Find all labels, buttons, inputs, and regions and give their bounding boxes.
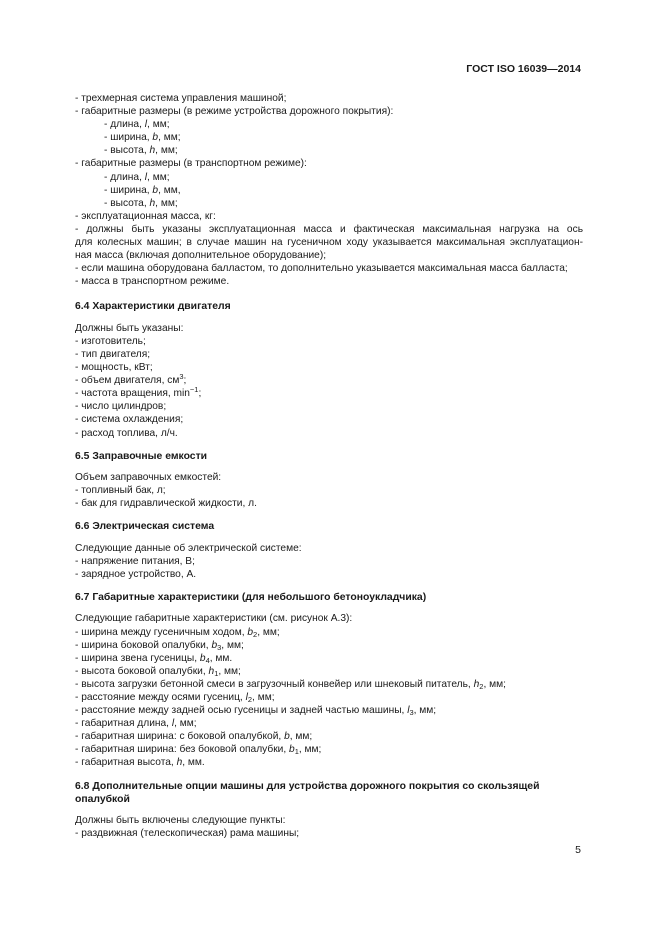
section-heading: 6.8 Дополнительные опции машины для устройства дорожного покрытия со скользящей опалубкой xyxy=(75,780,540,805)
section-heading: 6.7 Габаритные характеристики (для небольшого бетоноукладчика) xyxy=(75,592,427,604)
list-item: - габаритная высота, h, мм. xyxy=(75,757,205,769)
list-item: - ширина, b, мм, xyxy=(104,184,181,196)
list-item: - ширина между гусеничным ходом, $b_2$, мм; xyxy=(75,626,280,639)
list-item: - мощность, кВт; xyxy=(75,362,153,374)
list-item: - длина, l, мм; xyxy=(104,171,170,183)
document-code: ГОСТ ISO 16039—2014 xyxy=(466,63,581,75)
list-item: - расстояние между задней осью гусеницы и задней частью машины, $l_3$, мм; xyxy=(75,705,437,718)
list-item: - число цилиндров; xyxy=(75,401,167,413)
list-item: - высота, h, мм; xyxy=(104,145,178,157)
list-item: - трехмерная система управления машиной; xyxy=(75,93,287,104)
section-lead: Следующие данные об электрической системе: xyxy=(75,542,302,554)
list-item: - габаритная ширина: без боковой опалубки, $b_1$, мм; xyxy=(75,744,322,757)
paragraph-line: ная масса (включая дополнительное оборудование); xyxy=(75,250,327,262)
list-item: - объем двигателя, $см^3$; xyxy=(75,372,187,387)
list-item: - если машина оборудована балластом, то дополнительно указывается максимальная масса балласта; xyxy=(75,263,568,275)
list-item: - тип двигателя; xyxy=(75,349,151,360)
section-heading: 6.6 Электрическая система xyxy=(75,521,215,533)
list-item: - высота загрузки бетонной смеси в загрузочный конвейер или шнековый питатель, $h_2$, мм; xyxy=(75,678,506,691)
section-lead: Следующие габаритные характеристики (см. рисунок А.3): xyxy=(75,613,353,625)
section-lead: Должны быть указаны: xyxy=(75,322,184,334)
list-item: - эксплуатационная масса, кг: xyxy=(75,210,216,222)
list-item: - высота, h, мм; xyxy=(104,197,178,209)
list-item: - высота боковой опалубки, $h_1$, мм; xyxy=(75,665,241,678)
list-item: - напряжение питания, В; xyxy=(75,555,195,567)
list-item: - длина, l, мм; xyxy=(104,119,170,131)
paragraph-line: - должны быть указаны эксплуатационная масса и фактическая максимальная нагрузка на ось xyxy=(75,223,583,235)
list-item: - расстояние между осями гусениц, $l_2$, мм; xyxy=(75,692,275,704)
section-lead: Объем заправочных емкостей: xyxy=(75,472,222,484)
list-item: - габаритные размеры (в транспортном режиме): xyxy=(75,158,307,170)
list-item: - зарядное устройство, А. xyxy=(75,568,197,580)
list-item: - бак для гидравлической жидкости, л. xyxy=(75,498,257,510)
list-item: - масса в транспортном режиме. xyxy=(75,276,230,288)
page-body xyxy=(75,92,583,841)
list-item: - система охлаждения; xyxy=(75,414,184,426)
section-heading: 6.5 Заправочные емкости xyxy=(75,450,208,462)
list-item: - топливный бак, л; xyxy=(75,485,166,497)
list-item: - расход топлива, л/ч. xyxy=(75,427,178,439)
list-item: - ширина боковой опалубки, $b_3$, мм; xyxy=(75,639,244,652)
list-item: - ширина, b, мм; xyxy=(104,132,181,144)
section-heading: 6.4 Характеристики двигателя xyxy=(75,301,231,313)
paragraph-line: для колесных машин; в случае машин на гусеничном ходу указывается максимальная эксплуатацион- xyxy=(75,237,583,249)
list-item: - частота вращения, $\min^{-1}$; xyxy=(75,385,202,400)
list-item: - габаритные размеры (в режиме устройства дорожного покрытия): xyxy=(75,106,394,118)
list-item: - габаритная ширина: с боковой опалубкой, b, мм; xyxy=(75,731,313,743)
page-number: 5 xyxy=(575,844,581,856)
list-item: - изготовитель; xyxy=(75,335,146,347)
list-item: - ширина звена гусеницы, $b_4$, мм. xyxy=(75,652,233,665)
list-item: - габаритная длина, l, мм; xyxy=(75,718,197,730)
list-item: - раздвижная (телескопическая) рама машины; xyxy=(75,828,300,840)
section-lead: Должны быть включены следующие пункты: xyxy=(75,815,286,827)
